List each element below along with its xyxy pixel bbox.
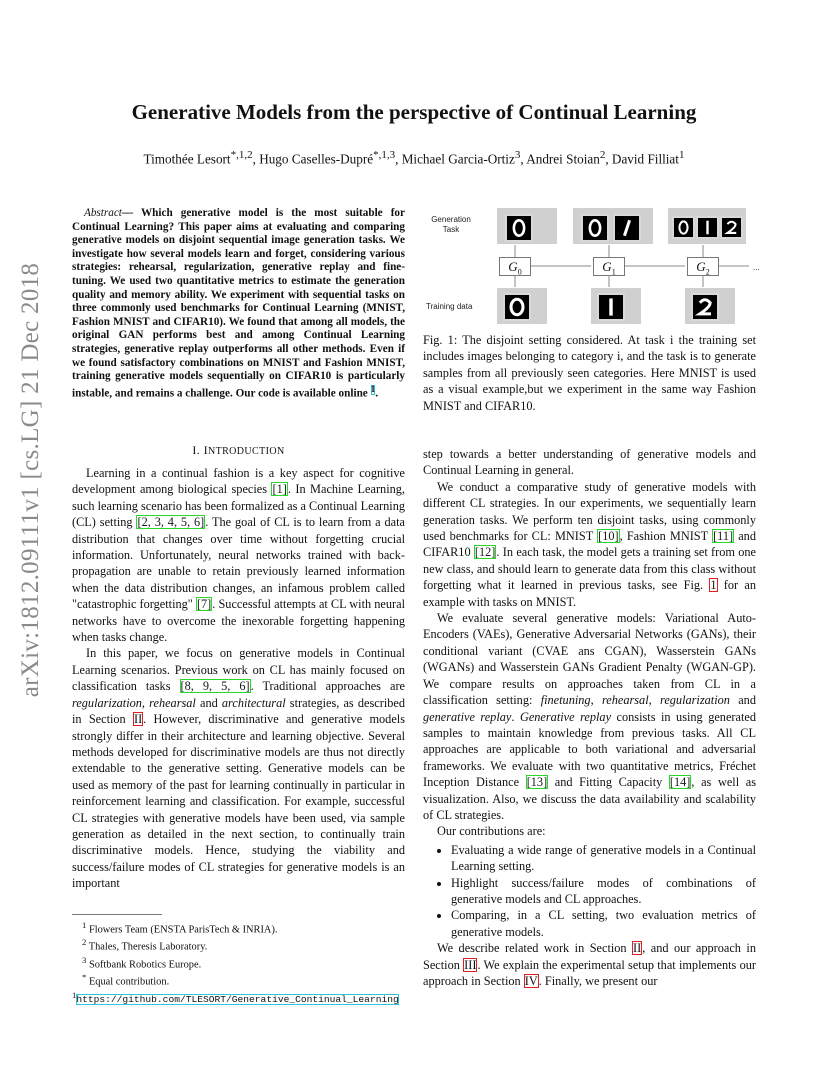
generator-g1: $G_1$ [593, 257, 625, 276]
abstract-label: Abstract [84, 207, 122, 219]
author-list: Timothée Lesort$^{*,1,2}$, Hugo Caselles-Dupré$^{*,1,3}$, Michael Garcia-Ortiz$^3$, Andrei Stoian$^2$, David Filliat$^1$ [143, 149, 685, 167]
label-generation-task: Generation Task [431, 215, 471, 234]
contributions-intro: Our contributions are: [437, 824, 546, 839]
author: Timothée Lesort [143, 151, 231, 167]
author: Hugo Caselles-Dupré [259, 151, 374, 167]
list-item: • Comparing, in a CL setting, two evaluation metrics of generative models. [451, 907, 756, 940]
figure-caption: Fig. 1: The disjoint setting considered. At task i the training set includes images belonging to category i, and the task is to generate samples from all previously seen categories. Here MNIST is used as a visual example,but we experiment in the same way Fashion MNIST and CIFAR10. [423, 333, 756, 413]
abstract: Abstract— Which generative model is the most suitable for Continual Learning? This paper aims at evaluating and comparing generative models on disjoint sequential image generation tasks. We investigate how several models learn and forget, considering various strategies: rehearsal, regularization, generative replay and fine-tuning. We used two quantitative metrics to estimate the generation quality and memory ability. We experiment with sequential tasks on three commonly used benchmarks for Continual Learning (MNIST, Fashion MNIST and CIFAR10). We found that among all models, the original GAN performs best and among Continual Learning strategies, generative replay outperforms all other methods. Even if we found satisfactory combinations on MNIST and Fashion MNIST, training generative models sequentially on CIFAR10 is particularly instable, and remains a challenge. Our code is available online $^1$. [72, 207, 405, 400]
digit-image [597, 293, 625, 321]
contributions-list [423, 842, 756, 940]
generator-g0: $G_0$ [499, 257, 531, 276]
arxiv-stamp [14, 262, 48, 698]
author: David Filliat [611, 151, 679, 167]
footnote-link[interactable]: 1 [370, 384, 376, 395]
footnotes: $^1$ Flowers Team (ENSTA ParisTech & INRIA). $^2$ Thales, Theresis Laboratory. $^3$ Softbank Robotics Europe. * Equal contribution. $^1$https://github.com/TLESORT/Generative_Continual_Learning [72, 920, 399, 1006]
generator-g2: $G_2$ [687, 257, 719, 276]
intro-left-column: Learning in a continual fashion is a key aspect for cognitive development among biological species [1]. In Machine Learning, such learning scenario has been formalized as a Continual Learning (CL) setting [2, 3, 4, 5, 6]. The goal of CL is to learn from a data distribution that changes over time without forgetting crucial information. Unfortunately, neural networks trained with back-propagation are unable to retain previously learned information when the data distribution changes, an infamous problem called "catastrophic forgetting" [7]. Successful attempts at CL with neural networks have to overcome the inexorable forgetting happening when tasks change. In this paper, we focus on generative models in Continual Learning scenarios. Previous work on CL has mainly focused on classification tasks [8, 9, 5, 6]. Traditional approaches are regularization, rehearsal and architectural strategies, as described in Section II. However, discriminative and generative models strongly differ in their architecture and learning objective. Several methods developed for discriminative models are thus not directly extendable to the generative setting. Generative models can be used as memory of the past for learning continually in particular in reinforcement learning and classification. For example, successful CL strategies with generative models have been used, via sample generation as detailed in the next section, to continually train discriminative models. Hence, studying the viability and success/failure modes of CL strategies for generative models is an important [72, 466, 406, 891]
code-url-link[interactable]: https://github.com/TLESORT/Generative_Continual_Learning [76, 994, 399, 1006]
paper-title: Generative Models from the perspective of Continual Learning [131, 100, 697, 124]
list-item: • Highlight success/failure modes of combinations of generative models and CL approaches. [451, 875, 756, 908]
author: Michael Garcia-Ortiz [401, 151, 515, 167]
figure-1: Generation Task Training data ... $G_0$ $G_1$ $G_2$ [423, 205, 763, 325]
digit-image [503, 293, 531, 321]
footnote-rule [72, 914, 162, 915]
section-heading: I. INTRODUCTION [192, 443, 285, 457]
digit-image [691, 293, 719, 321]
label-training-data: Training data [426, 302, 473, 311]
list-item: • Evaluating a wide range of generative models in a Continual Learning setting. [451, 842, 756, 875]
author: Andrei Stoian [526, 151, 600, 167]
intro-right-column: step towards a better understanding of generative models and Continual Learning in general. We conduct a comparative study of generative models with different CL strategies. In our experiments, we sequentially learn generation tasks. We perform ten disjoint tasks, using commonly used benchmarks for CL: MNIST [10], Fashion MNIST [11] and CIFAR10 [12]. In each task, the model gets a training set from one new class, and should learn to generate data from this class without forgetting what it learned in previous tasks, see Fig. 1 for an example with tasks on MNIST. We evaluate several generative models: Variational Auto-Encoders (VAEs), Generative Adversarial Networks (GANs), their conditional variant (CVAE ans CGAN), Wasserstein GANs (WGANs) and Wasserstein GANs Gradient Penalty (WGAN-GP). We compare results on approaches taken from CL in a classification setting: finetuning, rehearsal, regularization and generative replay. Generative replay consists in using generated samples to maintain knowledge from previous tasks. All CL approaches are applicable to both variational and adversarial frameworks. We evaluate with two quantitative metrics, Fréchet Inception Distance [13] and Fitting Capacity [14], as well as visualization. Also, we discuss the data availability and scalability of CL strategies. Our contributions are: • Evaluating a wide range of generative models in a Continual Learning setting. • Highlight success/failure modes of combinations of generative models and CL approaches. • Comparing, in a CL setting, two evaluation metrics of generative models. We describe related work in Section II, and our approach in Section III. We explain the experimental setup that implements our approach in Section IV. Finally, we present our [423, 446, 756, 989]
arxiv-id: arXiv:1812.09111v1 [cs.LG] 21 Dec 2018 [17, 262, 44, 698]
